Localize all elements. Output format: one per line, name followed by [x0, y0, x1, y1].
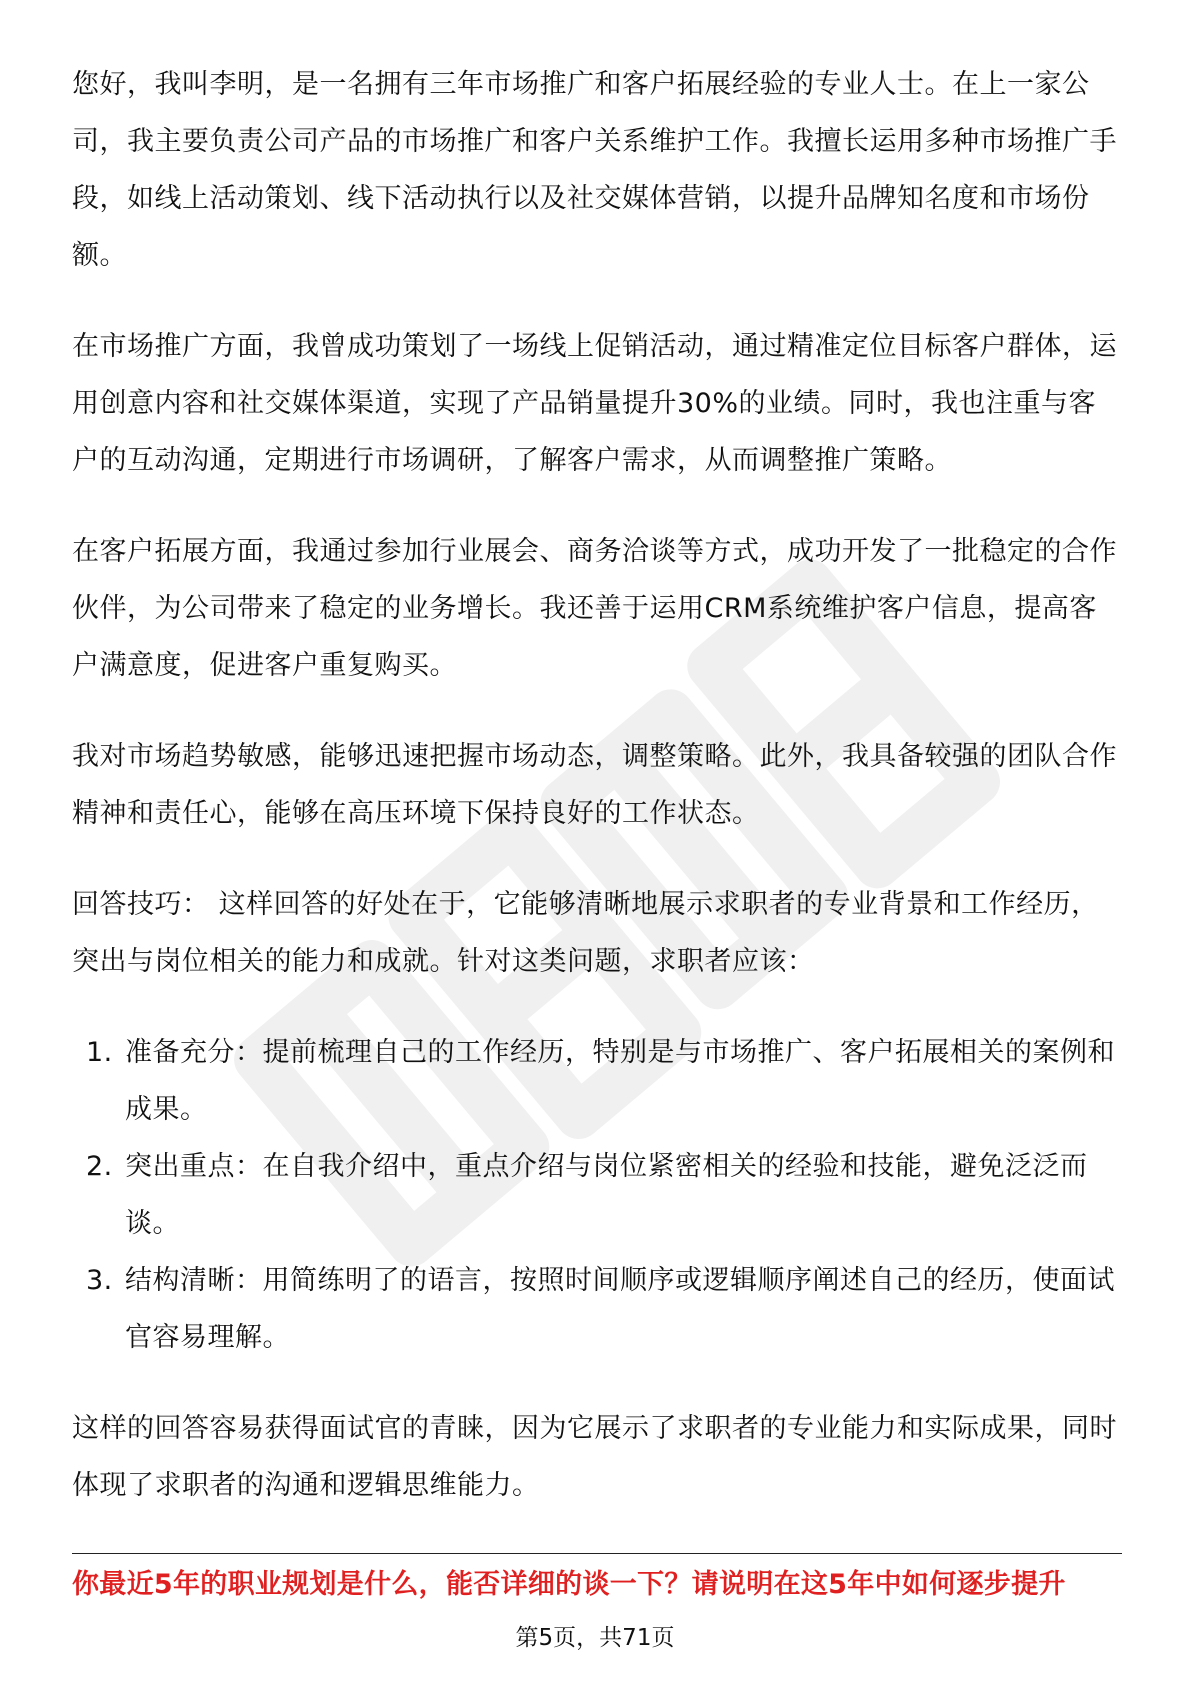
list-item-text: 准备充分：提前梳理自己的工作经历，特别是与市场推广、客户拓展相关的案例和成果。 [125, 1037, 1115, 1125]
list-item [72, 1252, 1122, 1366]
paragraph-intro: 您好，我叫李明，是一名拥有三年市场推广和客户拓展经验的专业人士。在上一家公司，我主要负责公司产品的市场推广和客户关系维护工作。我擅长运用多种市场推广手段，如线上活动策划、线下活动执行以及社交媒体营销，以提升品牌知名度和市场份额。 [72, 69, 1117, 271]
list-item-text: 突出重点：在自我介绍中，重点介绍与岗位紧密相关的经验和技能，避免泛泛而谈。 [125, 1151, 1088, 1239]
paragraph-marketing: 在市场推广方面，我曾成功策划了一场线上促销活动，通过精准定位目标客户群体，运用创意内容和社交媒体渠道，实现了产品销量提升30%的业绩。同时，我也注重与客户的互动沟通，定期进行市场调研，了解客户需求，从而调整推广策略。 [72, 331, 1117, 476]
list-item-number: 3. [86, 1265, 113, 1296]
list-item-number: 2. [86, 1151, 113, 1182]
paragraph-closing: 这样的回答容易获得面试官的青睐，因为它展示了求职者的专业能力和实际成果，同时体现了求职者的沟通和逻辑思维能力。 [72, 1413, 1117, 1501]
next-question-heading: 你最近5年的职业规划是什么，能否详细的谈一下？请说明在这5年中如何逐步提升 [72, 1569, 1066, 1600]
list-item-number: 1. [86, 1037, 113, 1068]
list-item-text: 结构清晰：用简练明了的语言，按照时间顺序或逻辑顺序阐述自己的经历，使面试官容易理解。 [125, 1265, 1115, 1353]
document-body [72, 56, 1122, 1548]
paragraph-answer-tips: 回答技巧： 这样回答的好处在于，它能够清晰地展示求职者的专业背景和工作经历，突出与岗位相关的能力和成就。针对这类问题，求职者应该： [72, 889, 1099, 977]
paragraph-client-expansion: 在客户拓展方面，我通过参加行业展会、商务洽谈等方式，成功开发了一批稳定的合作伙伴，为公司带来了稳定的业务增长。我还善于运用CRM系统维护客户信息，提高客户满意度，促进客户重复购买。 [72, 536, 1117, 681]
paragraph-strengths: 我对市场趋势敏感，能够迅速把握市场动态，调整策略。此外，我具备较强的团队合作精神和责任心，能够在高压环境下保持良好的工作状态。 [72, 741, 1117, 829]
page-number-footer: 第5页，共71页 [515, 1625, 675, 1651]
list-item [72, 1024, 1122, 1138]
section-divider [72, 1553, 1122, 1554]
list-item [72, 1138, 1122, 1252]
tips-list [72, 1024, 1122, 1366]
